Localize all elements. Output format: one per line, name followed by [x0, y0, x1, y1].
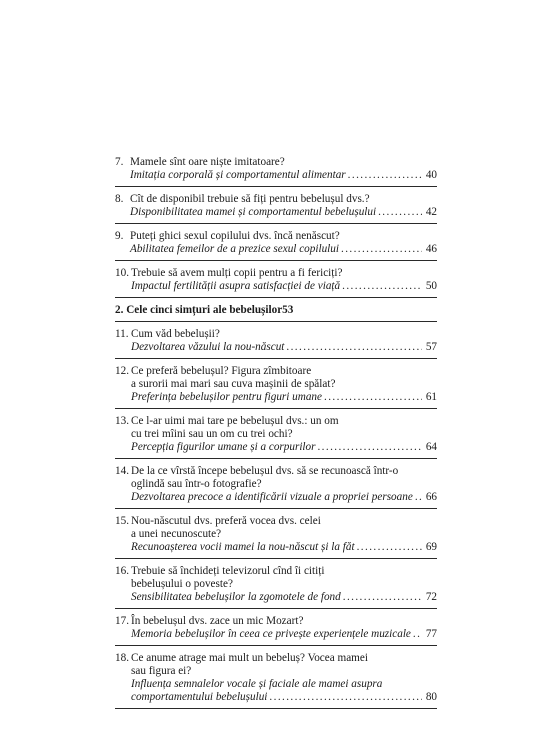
question-line: Ce preferă bebelușul? Figura zîmbitoare	[131, 365, 312, 377]
question-line: De la ce vîrstă începe bebelușul dvs. să se recunoască într-o	[131, 465, 399, 477]
toc-entry	[115, 261, 437, 298]
question-line: Cum văd bebelușii?	[131, 328, 220, 340]
dot-leader	[343, 591, 422, 604]
question-line: Cît de disponibil trebuie să fiți pentru bebelușul dvs.?	[130, 193, 370, 205]
entry-body	[131, 365, 437, 404]
dot-leader	[415, 491, 422, 504]
page-number: 61	[425, 391, 437, 403]
entry-number: 15.	[115, 515, 129, 527]
subtitle-line: Abilitatea femeilor de a prezice sexul copilului	[130, 243, 339, 255]
subtitle-row	[130, 169, 437, 182]
entry-number: 16.	[115, 565, 129, 577]
toc-entry	[115, 509, 437, 559]
entry-body	[130, 193, 437, 219]
question-line: Mamele sînt oare niște imitatoare?	[130, 156, 285, 168]
table-of-contents	[115, 148, 437, 709]
question-line: Nou-născutul dvs. preferă vocea dvs. celei	[131, 515, 321, 527]
entry-number: 12.	[115, 365, 129, 377]
entry-body	[131, 615, 437, 641]
subtitle-line: Influența semnalelor vocale și faciale ale mamei asupra	[131, 678, 383, 690]
entry-number: 17.	[115, 615, 129, 627]
question-line: bebelușului o poveste?	[131, 578, 233, 590]
toc-entry	[115, 148, 437, 187]
dot-leader	[413, 628, 422, 641]
entry-number: 14.	[115, 465, 129, 477]
page-number: 69	[425, 541, 437, 553]
subtitle-line: Imitația corporală și comportamentul alimentar	[130, 169, 346, 181]
subtitle-row	[131, 341, 437, 354]
subtitle-row	[131, 691, 437, 704]
toc-entry	[115, 322, 437, 359]
question-line: oglindă sau într-o fotografie?	[131, 478, 262, 490]
toc-entry	[115, 359, 437, 409]
entry-body	[130, 230, 437, 256]
page-number: 53	[282, 304, 294, 316]
page-number: 77	[425, 628, 437, 640]
page-number: 46	[425, 243, 437, 255]
subtitle-line: Recunoașterea vocii mamei la nou-născut și la făt	[131, 541, 355, 553]
subtitle-row	[131, 441, 437, 454]
subtitle-line: Memoria bebelușilor în ceea ce privește experiențele muzicale	[131, 628, 411, 640]
page-number: 57	[425, 341, 437, 353]
page-number: 80	[425, 691, 437, 703]
entry-number: 11.	[115, 328, 129, 340]
entry-body	[131, 515, 437, 554]
toc-entry	[115, 559, 437, 609]
subtitle-row	[131, 491, 437, 504]
subtitle-row	[130, 243, 437, 256]
dot-leader	[378, 206, 422, 219]
subtitle-row	[130, 206, 437, 219]
entry-number: 13.	[115, 415, 129, 427]
entry-number: 8.	[115, 193, 124, 205]
subtitle-row	[131, 591, 437, 604]
subtitle-line: Disponibilitatea mamei și comportamentul bebelușului	[130, 206, 377, 218]
entry-body	[131, 465, 437, 504]
question-line: a unei necunoscute?	[131, 528, 222, 540]
entry-number: 9.	[115, 230, 124, 242]
question-line: Puteți ghici sexul copilului dvs. încă nenăscut?	[130, 230, 340, 242]
page-number: 66	[425, 491, 437, 503]
page-number: 50	[425, 280, 437, 292]
entry-number: 7.	[115, 156, 124, 168]
dot-leader	[348, 169, 422, 182]
dot-leader	[341, 243, 422, 256]
toc-entry	[115, 409, 437, 459]
toc-entry	[115, 187, 437, 224]
subtitle-row	[131, 280, 437, 293]
toc-entry	[115, 459, 437, 509]
subtitle-line: Impactul fertilității asupra satisfacției de viață	[131, 280, 341, 292]
subtitle-line: Preferința bebelușilor pentru figuri umane	[131, 391, 322, 403]
subtitle-line: Sensibilitatea bebelușilor la zgomotele de fond	[131, 591, 341, 603]
chapter-row	[115, 304, 437, 317]
question-line: cu trei mîini sau un om cu trei ochi?	[131, 428, 293, 440]
subtitle-row	[131, 628, 437, 641]
dot-leader	[342, 280, 422, 293]
chapter-title: 2. Cele cinci simțuri ale bebelușilor	[115, 304, 283, 316]
subtitle-line: Dezvoltarea precoce a identificării vizuale a propriei persoane	[131, 491, 413, 503]
page-number: 72	[425, 591, 437, 603]
page-number: 42	[425, 206, 437, 218]
question-line: Trebuie să închideți televizorul cînd îi citiți	[131, 565, 325, 577]
question-line: sau figura ei?	[131, 665, 192, 677]
entry-body	[131, 415, 437, 454]
toc-entry	[115, 224, 437, 261]
entry-number: 10.	[115, 267, 129, 279]
dot-leader	[269, 691, 421, 704]
question-line: a surorii mai mari sau cuva mașinii de spălat?	[131, 378, 336, 390]
subtitle-line: Percepția figurilor umane și a corpurilor	[131, 441, 316, 453]
question-line: Ce anume atrage mai mult un bebeluș? Vocea mamei	[131, 652, 368, 664]
question-line: Trebuie să avem mulți copii pentru a fi fericiți?	[131, 267, 343, 279]
subtitle-row	[131, 541, 437, 554]
entry-body	[131, 565, 437, 604]
chapter-entry	[115, 298, 437, 322]
entry-body	[131, 267, 437, 293]
entry-body	[130, 156, 437, 182]
dot-leader	[286, 341, 421, 354]
subtitle-line: Dezvoltarea văzului la nou-născut	[131, 341, 285, 353]
entry-body	[131, 328, 437, 354]
toc-entry	[115, 646, 437, 709]
subtitle-line: comportamentului bebelușului	[131, 691, 268, 703]
dot-leader	[357, 541, 422, 554]
page-number: 40	[425, 169, 437, 181]
entry-body	[131, 652, 437, 704]
question-line: În bebelușul dvs. zace un mic Mozart?	[131, 615, 304, 627]
page-number: 64	[425, 441, 437, 453]
dot-leader	[317, 441, 421, 454]
question-line: Ce l-ar uimi mai tare pe bebelușul dvs.: un om	[131, 415, 339, 427]
toc-entry	[115, 609, 437, 646]
dot-leader	[324, 391, 422, 404]
subtitle-row	[131, 391, 437, 404]
entry-number: 18.	[115, 652, 129, 664]
